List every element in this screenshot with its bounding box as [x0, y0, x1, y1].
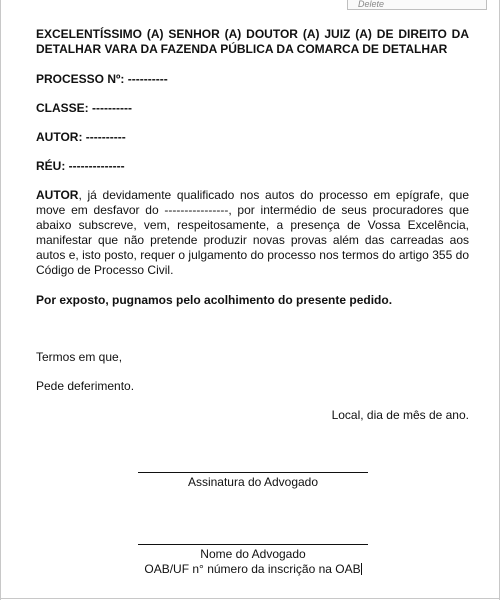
document-body	[36, 27, 469, 423]
closing-line-1: Termos em que,	[36, 350, 123, 364]
lawyer-oab: OAB/UF n° número da inscrição na OAB	[144, 562, 361, 576]
field-autor: AUTOR: ----------	[36, 130, 126, 144]
document-title: EXCELENTÍSSIMO (A) SENHOR (A) DOUTOR (A) JUIZ (A) DE DIREITO DA DETALHAR VARA DA FAZENDA PÚBLICA DA COMARCA DE DETALHAR	[36, 27, 469, 56]
place-date: Local, dia de mês de ano.	[331, 408, 469, 422]
lawyer-oab-line[interactable]	[138, 562, 368, 577]
page-bottom-rule	[1, 598, 499, 599]
conclusion-paragraph: Por exposto, pugnamos pelo acolhimento do presente pedido.	[36, 293, 393, 307]
body-lead: AUTOR	[36, 188, 79, 202]
signature-block-lawyer	[138, 472, 368, 490]
field-processo: PROCESSO Nº: ----------	[36, 72, 168, 86]
delete-field-text: Delete	[358, 0, 385, 9]
field-classe: CLASSE: ----------	[36, 101, 132, 115]
text-cursor	[361, 563, 362, 575]
closing-line-2: Pede deferimento.	[36, 379, 135, 393]
signature-line	[138, 472, 368, 473]
lawyer-name: Nome do Advogado	[200, 547, 306, 561]
field-reu: RÉU: --------------	[36, 159, 125, 173]
signature-block-name	[138, 544, 368, 577]
signature-caption: Assinatura do Advogado	[187, 475, 319, 489]
signature-line	[138, 544, 368, 545]
body-text: , já devidamente qualificado nos autos do processo em epígrafe, que move em desfavor do ----------------, por intermédio de seus procuradores que abaixo subscreve, vem, respeitosamente, a presença de Vossa Excelência, manifestar que não pretende produzir novas provas além das carreadas aos autos e, isto posto, requer o julgamento do processo nos termos do artigo 355 do Código de Processo Civil.	[36, 188, 469, 277]
delete-field[interactable]	[347, 0, 487, 10]
body-paragraph	[36, 188, 469, 278]
